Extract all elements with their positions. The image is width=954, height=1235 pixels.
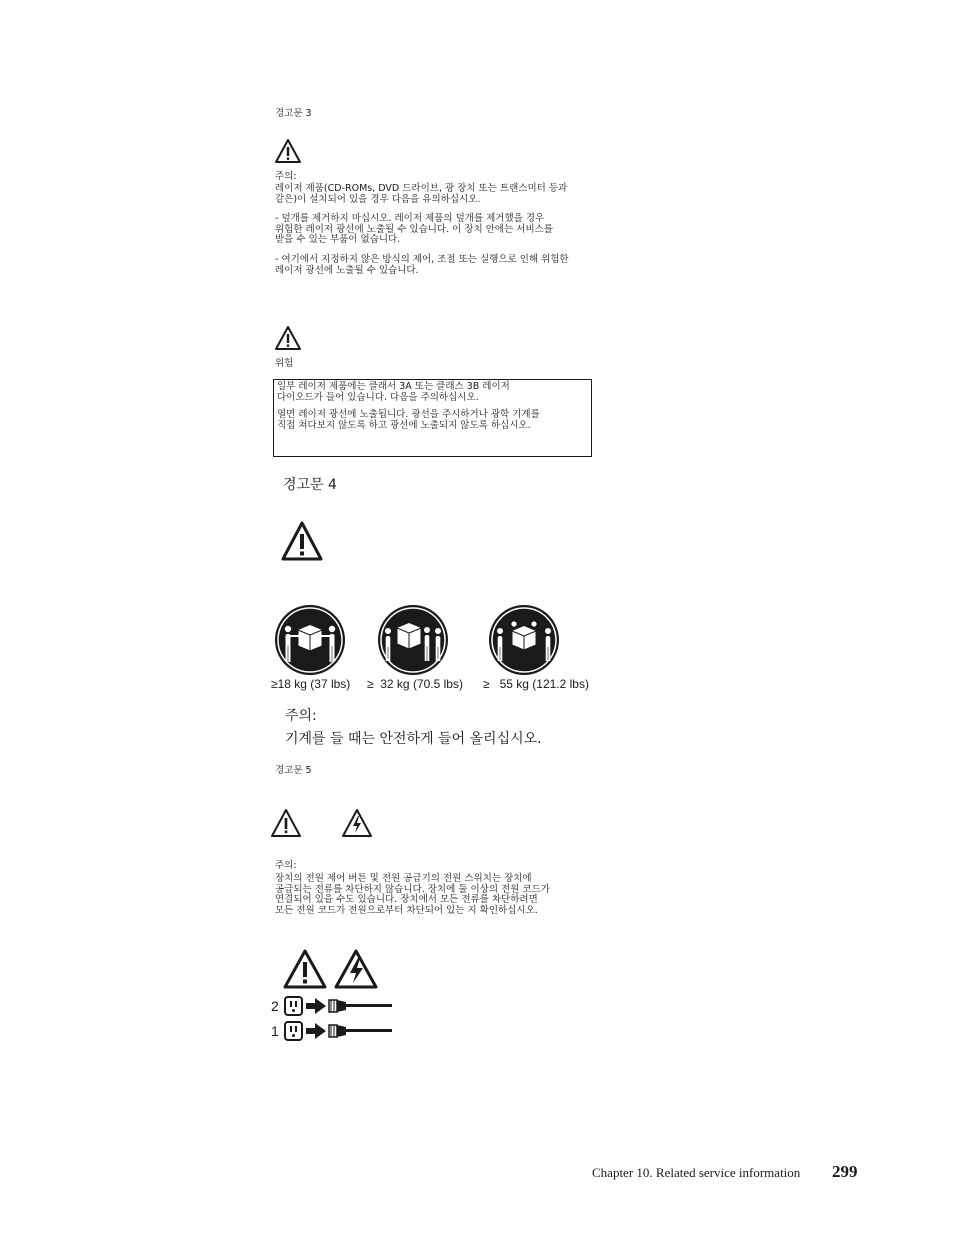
text-line: 모든 전원 코드가 전원으로부터 차단되어 있는 지 확인하십시오.	[275, 904, 538, 916]
text-line: - 여기에서 지정하지 않은 방식의 제어, 조절 또는 실행으로 인해 위험한	[275, 254, 569, 265]
cord-number-1: 1	[271, 1023, 279, 1039]
danger-box	[273, 379, 592, 457]
statement-5-caution-label: 주의:	[275, 860, 297, 871]
text-line: 레이저 제품(CD-ROMs, DVD 드라이브, 광 장치 또는 트랜스미터 등과	[275, 183, 568, 194]
caution-triangle-large-icon	[282, 948, 328, 990]
statement-4-heading: 경고문 4	[283, 477, 337, 493]
text-line: 장치의 전원 제어 버튼 및 전원 공급기의 전원 스위치는 장치에	[275, 873, 532, 884]
footer-chapter-title: Chapter 10. Related service information	[592, 1165, 801, 1180]
statement-3-heading: 경고문 3	[275, 108, 312, 119]
statement-4-caution-label: 주의:	[285, 708, 317, 724]
danger-text-b	[277, 410, 540, 431]
text-line: 다이오드가 들어 있습니다. 다음을 주의하십시오.	[277, 391, 479, 403]
danger-label: 위험	[275, 358, 294, 369]
text-line: 직접 쳐다보지 않도록 하고 광선에 노출되지 않도록 하십시오.	[277, 419, 531, 431]
text-line: 받을 수 있는 부품이 없습니다.	[275, 234, 401, 245]
text-line: 공급되는 전류를 차단하지 않습니다. 장치에 둘 이상의 전원 코드가	[275, 883, 550, 895]
statement-4-caution-text: 기계를 들 때는 안전하게 들어 올리십시오.	[285, 731, 542, 747]
three-person-lift-icon	[377, 604, 449, 676]
caution-triangle-large-icon	[280, 520, 324, 562]
cord-number-2: 2	[271, 998, 279, 1014]
statement-3-bullet-1	[275, 214, 553, 246]
electrical-hazard-large-icon	[333, 948, 379, 990]
caution-triangle-icon	[270, 808, 302, 838]
danger-triangle-icon	[274, 325, 302, 351]
text-line: 위험한 레이저 광선에 노출될 수 있습니다. 이 장치 안에는 서비스를	[275, 223, 553, 235]
text-line: 같은)이 설치되어 있을 경우 다음을 유의하십시오.	[275, 193, 481, 205]
statement-3-caution-label: 주의:	[275, 171, 297, 182]
power-cord-icon	[284, 1021, 394, 1043]
weight-label-32kg: ≥ 32 kg (70.5 lbs)	[367, 677, 463, 691]
two-person-lift-icon	[274, 604, 346, 676]
statement-3-bullet-2	[275, 255, 569, 276]
text-line: 일부 레이저 제품에는 클래서 3A 또는 클래스 3B 레이저	[277, 381, 510, 392]
text-line: 연결되어 있을 수도 있습니다. 장치에서 모든 전류를 차단하려면	[275, 894, 538, 905]
weight-label-55kg: ≥ 55 kg (121.2 lbs)	[483, 677, 589, 691]
power-cord-icon	[284, 996, 394, 1018]
text-line: 레이저 광선에 노출될 수 있습니다.	[275, 264, 419, 276]
text-line: 열면 레이저 광선에 노출됩니다. 광선을 주시하거나 광학 기계를	[277, 409, 540, 420]
statement-3-caution-text	[275, 184, 567, 205]
statement-5-caution-text	[275, 874, 550, 916]
four-person-lift-icon	[488, 604, 560, 676]
text-line: - 덮개를 제거하지 마십시오. 레이저 제품의 덮개를 제거했을 경우	[275, 213, 545, 224]
caution-triangle-icon	[274, 138, 302, 164]
page-number: 299	[832, 1162, 858, 1181]
electrical-hazard-icon	[341, 808, 373, 838]
danger-text-a	[277, 382, 510, 403]
weight-label-18kg: ≥18 kg (37 lbs)	[271, 677, 351, 691]
statement-5-heading: 경고문 5	[275, 765, 312, 776]
